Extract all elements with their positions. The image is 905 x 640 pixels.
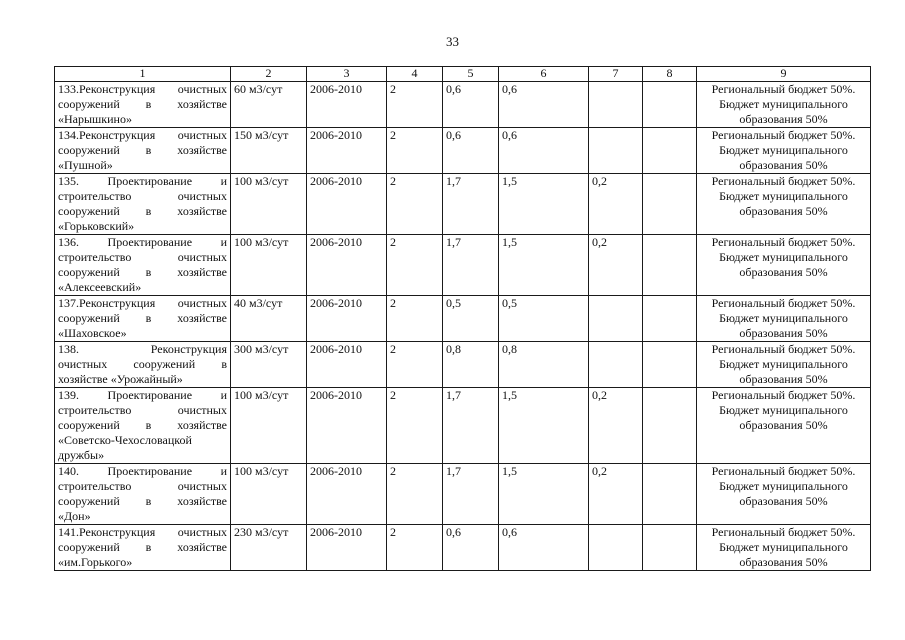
funding-source [697,525,871,571]
period-cell: 2006-2010 [307,342,387,388]
table-row [55,235,871,296]
description-last-line: «им.Горького» [58,555,133,569]
col8-cell [643,342,697,388]
funding-line: Бюджет муниципального [719,540,848,554]
header-col-6: 6 [499,67,589,82]
project-description [55,525,231,571]
funding-line: Бюджет муниципального [719,97,848,111]
col4-cell: 2 [387,525,443,571]
header-row [55,67,871,82]
col5-cell: 0,8 [443,342,499,388]
funding-line: Бюджет муниципального [719,189,848,203]
project-description [55,174,231,235]
funding-line: образования 50% [739,372,828,386]
col6-cell: 1,5 [499,174,589,235]
funding-source [697,296,871,342]
col8-cell [643,174,697,235]
header-col-3: 3 [307,67,387,82]
col4-cell: 2 [387,235,443,296]
table-row [55,342,871,388]
project-description [55,235,231,296]
table-row [55,174,871,235]
table-row [55,525,871,571]
project-description [55,82,231,128]
col4-cell: 2 [387,82,443,128]
funding-line: Региональный бюджет 50%. [711,82,856,96]
funding-source [697,342,871,388]
funding-line: Региональный бюджет 50%. [711,174,856,188]
description-line: 139. Проектирование и [58,388,227,402]
description-line: 138. Реконструкция [58,342,227,356]
funding-source [697,174,871,235]
description-last-line: «Нарышкино» [58,112,132,126]
funding-line: Бюджет муниципального [719,479,848,493]
funding-line: образования 50% [739,418,828,432]
col5-cell: 1,7 [443,388,499,464]
capacity-cell: 100 м3/сут [231,388,307,464]
description-last-line: «Горьковский» [58,219,135,233]
funding-source [697,464,871,525]
col6-cell: 0,8 [499,342,589,388]
header-col-8: 8 [643,67,697,82]
description-line: 137.Реконструкция очистных [58,296,227,310]
col8-cell [643,464,697,525]
col6-cell: 1,5 [499,235,589,296]
col4-cell: 2 [387,296,443,342]
description-last-line: «Дон» [58,509,91,523]
description-last-line: «Алексеевский» [58,280,142,294]
col5-cell: 1,7 [443,235,499,296]
col6-cell: 0,5 [499,296,589,342]
col5-cell: 0,6 [443,525,499,571]
funding-source [697,235,871,296]
project-description [55,342,231,388]
project-description [55,464,231,525]
funding-source [697,82,871,128]
col8-cell [643,388,697,464]
col7-cell [589,82,643,128]
table-row [55,128,871,174]
col7-cell: 0,2 [589,464,643,525]
description-line: сооружений в хозяйстве [58,204,227,218]
col6-cell: 0,6 [499,82,589,128]
col5-cell: 1,7 [443,464,499,525]
funding-line: Региональный бюджет 50%. [711,525,856,539]
header-col-5: 5 [443,67,499,82]
page-number: 33 [446,34,459,49]
col4-cell: 2 [387,342,443,388]
capacity-cell: 60 м3/сут [231,82,307,128]
description-line: сооружений в хозяйстве [58,540,227,554]
table-body [55,82,871,571]
funding-line: Бюджет муниципального [719,357,848,371]
col7-cell: 0,2 [589,235,643,296]
description-last-line: «Советско-Чехословацкой дружбы» [58,433,192,462]
description-line: строительство очистных [58,250,227,264]
funding-line: образования 50% [739,494,828,508]
col6-cell: 1,5 [499,464,589,525]
col7-cell: 0,2 [589,174,643,235]
funding-line: образования 50% [739,265,828,279]
col6-cell: 0,6 [499,525,589,571]
table-row [55,82,871,128]
capacity-cell: 100 м3/сут [231,174,307,235]
funding-line: Бюджет муниципального [719,250,848,264]
funding-line: Региональный бюджет 50%. [711,128,856,142]
period-cell: 2006-2010 [307,388,387,464]
table-row [55,296,871,342]
col5-cell: 0,5 [443,296,499,342]
description-line: сооружений в хозяйстве [58,143,227,157]
col8-cell [643,235,697,296]
col8-cell [643,296,697,342]
funding-line: образования 50% [739,112,828,126]
description-last-line: «Пушной» [58,158,113,172]
description-line: сооружений в хозяйстве [58,97,227,111]
description-line: 141.Реконструкция очистных [58,525,227,539]
col5-cell: 0,6 [443,128,499,174]
description-line: 135. Проектирование и [58,174,227,188]
funding-line: Региональный бюджет 50%. [711,388,856,402]
description-line: строительство очистных [58,189,227,203]
col7-cell [589,525,643,571]
funding-line: образования 50% [739,204,828,218]
col7-cell [589,296,643,342]
funding-line: Бюджет муниципального [719,143,848,157]
program-table [54,66,871,571]
description-line: строительство очистных [58,479,227,493]
description-line: сооружений в хозяйстве [58,418,227,432]
header-col-7: 7 [589,67,643,82]
description-line: строительство очистных [58,403,227,417]
col8-cell [643,128,697,174]
funding-line: Региональный бюджет 50%. [711,235,856,249]
col5-cell: 0,6 [443,82,499,128]
period-cell: 2006-2010 [307,525,387,571]
table-row [55,388,871,464]
period-cell: 2006-2010 [307,128,387,174]
capacity-cell: 230 м3/сут [231,525,307,571]
funding-line: Региональный бюджет 50%. [711,342,856,356]
funding-source [697,128,871,174]
description-line: 134.Реконструкция очистных [58,128,227,142]
table-row [55,464,871,525]
header-col-4: 4 [387,67,443,82]
funding-line: образования 50% [739,555,828,569]
funding-line: Бюджет муниципального [719,403,848,417]
project-description [55,128,231,174]
capacity-cell: 40 м3/сут [231,296,307,342]
col6-cell: 0,6 [499,128,589,174]
capacity-cell: 300 м3/сут [231,342,307,388]
col6-cell: 1,5 [499,388,589,464]
funding-line: Региональный бюджет 50%. [711,296,856,310]
funding-source [697,388,871,464]
col8-cell [643,82,697,128]
description-line: 133.Реконструкция очистных [58,82,227,96]
project-description [55,388,231,464]
description-line: очистных сооружений в [58,357,227,371]
col8-cell [643,525,697,571]
col7-cell [589,342,643,388]
period-cell: 2006-2010 [307,296,387,342]
funding-line: Бюджет муниципального [719,311,848,325]
period-cell: 2006-2010 [307,464,387,525]
period-cell: 2006-2010 [307,82,387,128]
period-cell: 2006-2010 [307,174,387,235]
funding-line: образования 50% [739,326,828,340]
capacity-cell: 150 м3/сут [231,128,307,174]
col4-cell: 2 [387,388,443,464]
col7-cell [589,128,643,174]
funding-line: Региональный бюджет 50%. [711,464,856,478]
description-line: сооружений в хозяйстве [58,311,227,325]
description-line: 140. Проектирование и [58,464,227,478]
col5-cell: 1,7 [443,174,499,235]
capacity-cell: 100 м3/сут [231,464,307,525]
col4-cell: 2 [387,128,443,174]
col7-cell: 0,2 [589,388,643,464]
funding-line: образования 50% [739,158,828,172]
project-description [55,296,231,342]
description-line: сооружений в хозяйстве [58,265,227,279]
capacity-cell: 100 м3/сут [231,235,307,296]
header-col-2: 2 [231,67,307,82]
col4-cell: 2 [387,174,443,235]
description-line: 136. Проектирование и [58,235,227,249]
header-col-9: 9 [697,67,871,82]
header-col-1: 1 [55,67,231,82]
col4-cell: 2 [387,464,443,525]
description-last-line: хозяйстве «Урожайный» [58,372,183,386]
description-line: сооружений в хозяйстве [58,494,227,508]
period-cell: 2006-2010 [307,235,387,296]
description-last-line: «Шаховское» [58,326,127,340]
